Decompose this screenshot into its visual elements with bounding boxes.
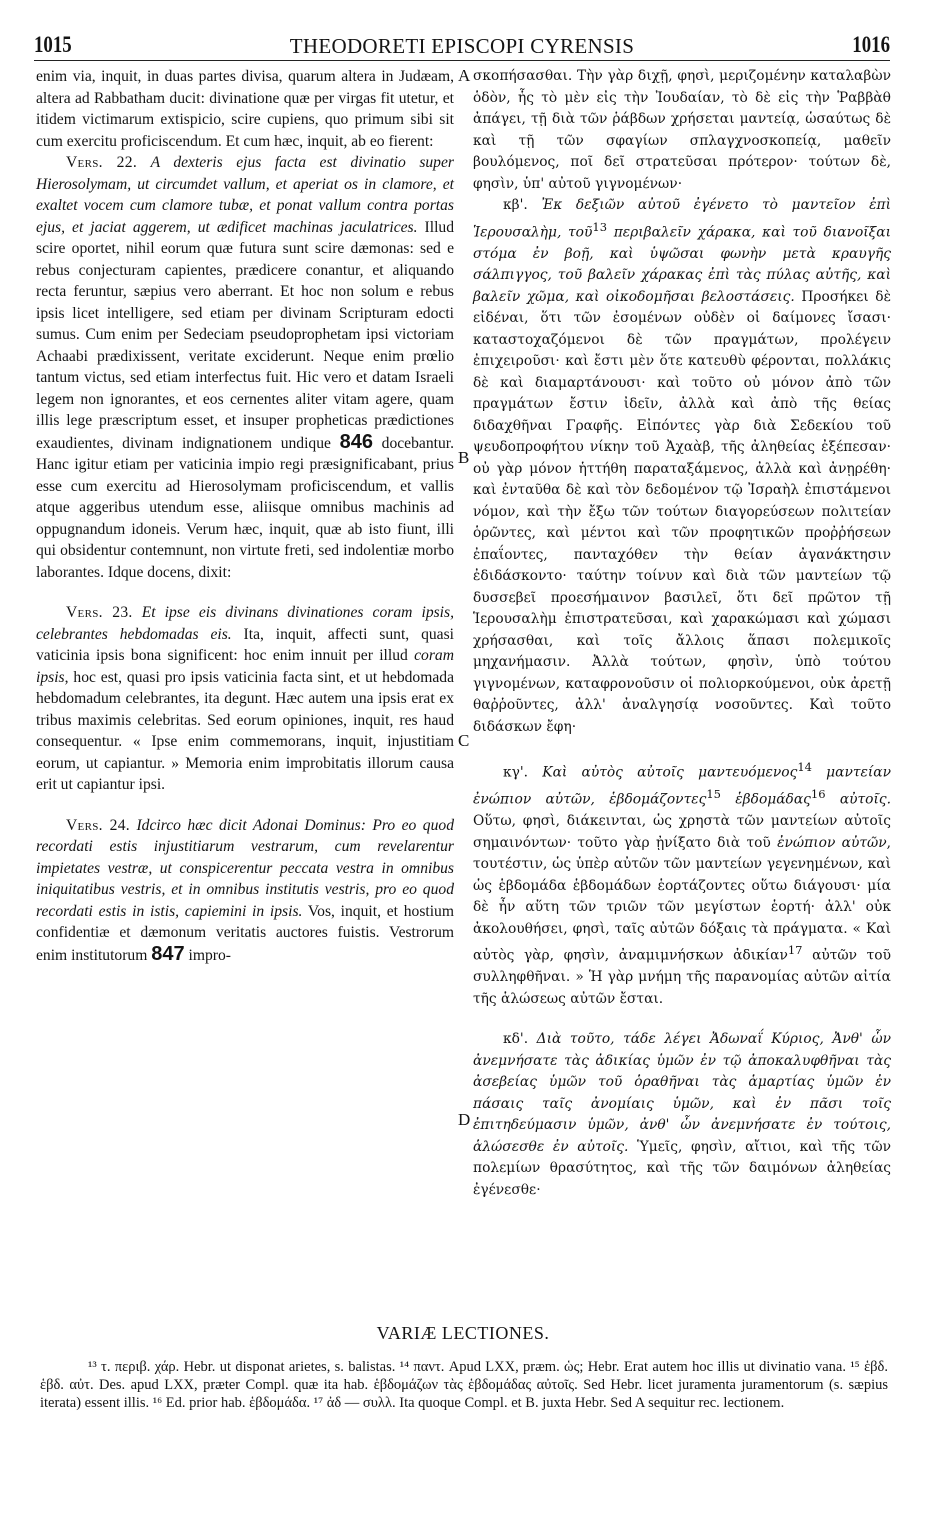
- left-page-number: 1015: [34, 32, 72, 57]
- commentary-text: , τουτέστιν, ὡς ὑπὲρ αὐτῶν τῶν μαντείων γεγενημένων, καὶ ὡς ἑβδομάδα ἑβδομάδων ἑορτάζοντες οὕτω διάγουσι· μία δὲ ἦν αὕτη τῶν τριῶν τῶν μεγίστων ἑορτή· ἀλλ' οὐκ ἀκολουθήσει, φησὶ, ταῖς αὐτῶν δόξαις τὰ πράγματα. « Καὶ αὐτὸς γὰρ, φησὶν, ἀναμιμνήσκων ἀδικίαν: [473, 834, 891, 964]
- commentary-text: impro-: [188, 946, 231, 964]
- notes-title: VARIÆ LECTIONES.: [376, 1323, 550, 1343]
- note-ref: 17: [787, 943, 803, 958]
- verse-label: κγ'.: [503, 764, 529, 781]
- greek-verse-24: [473, 1029, 891, 1201]
- right-page-number: 1016: [852, 32, 890, 57]
- column-number: 847: [151, 942, 185, 965]
- commentary-text: Προσήκει δὲ εἰδέναι, ὅτι τῶν ἐσομένων οὐδὲν οἱ δαίμονες ἴσασι· καταστοχαζόμενοι δὲ τῶν πραγμάτων, προλέγειν ἐπιχειροῦσι· καὶ ἔστι μὲν ὅτε κατευθὺ φέρονται, πολλάκις δὲ καὶ διαμαρτάνουσι· καὶ τοῦτο οὐ μόνον ἀπὸ τῶν πραγμάτων ἔστιν ἰδεῖν, ἀλλὰ καὶ ἀπὸ τῆς θείας διδαχθῆναι Γραφῆς. Εἰπόντες γὰρ διὰ Σεδεκίου τοῦ ψευδοπροφήτου νίκην τοῦ Ἀχαὰβ, τῆς ἀληθείας ἐξέπεσαν· οὐ γὰρ μόνον ἡττήθη παραταξάμενος, ἀλλὰ καὶ ἀνῃρέθη· καὶ ἐνταῦθα δὲ καὶ τὸν δεδομένον τῷ Ἰσραὴλ ἐπιστάμενοι νόμον, καὶ τὴν ἔξω τῶν τούτων διαγορεύσεων πολιτείαν ὁρῶντες, καὶ μέντοι καὶ τῶν προφητικῶν προῤῥήσεων ἐπαΐοντες, πανταχόθεν τὴν θείαν ἀγανάκτησιν ἐδιδάσκοντο· ταύτην τοίνυν καὶ διὰ τῶν μαντείων τῷ δυσσεβεῖ προεσήμαινον βασιλεῖ, ὅτι δεῖ πρῶτον τῇ Ἱερουσαλὴμ ἐπιστρατεῦσαι, καὶ χαρακώμασι καὶ χώμασι χρήσασθαι, καὶ τοῖς ἄλλοις ἅπασι πολεμικοῖς μηχανήμασιν. Ἀλλὰ τούτων, φησὶν, ὑπὸ τούτου γιγνομένων, καταφρονοῦσιν οἱ πολιορκούμενοι, οὐκ ἀρετῇ θαῤῥοῦντες, ἀλλ' ἀναλγησίᾳ νοσοῦντες. Καὶ τοῦτο διδάσκων ἔφη·: [473, 288, 891, 735]
- verse-text: Et ipse eis divinans divinationes coram ipsis, celebrantes hebdomadas eis.: [36, 604, 454, 643]
- verse-text: A dexteris ejus facta est divinatio super Hierosolymam, ut circumdet vallum, et aperiat os in clamore, et exaltet vocem cum clamore tubæ, et ponat vallum contra portas ejus, et jaciat aggerem, ut ædificet machinas jaculatrices.: [36, 154, 454, 236]
- variant-readings: [40, 1358, 888, 1412]
- verse-text: Ἐκ δεξιῶν αὐτοῦ ἐγένετο τὸ μαντεῖον ἐπὶ Ἱερουσαλὴμ, τοῦ: [473, 197, 891, 241]
- verse-label: Vers. 23.: [66, 604, 133, 621]
- margin-letter-c: C: [458, 731, 470, 750]
- margin-letter-d: D: [458, 1110, 471, 1129]
- greek-paragraph: σκοπήσασθαι. Τὴν γὰρ διχῇ, φησὶ, μεριζομένην καταλαβὼν ὁδὸν, ἧς τὸ μὲν εἰς τὴν Ἰουδαίαν, τὸ δὲ εἰς τὴν Ῥαββὰθ ἀπάγει, τῇ διὰ τῶν ῥάβδων χρήσεται μαντείᾳ, ὡσαύτως δὲ καὶ τῇ τῶν σφαγίων σπλαγχνοσκοπείᾳ, μαθεῖν βουλόμενος, ποῖ δεῖ στρατεῦσαι πρότερον· τούτων δὲ, φησὶν, ὑπ' αὐτοῦ γιγνομένων·: [473, 68, 891, 192]
- commentary-text: Vos, inquit, et hostium confidentiæ et dæmonum veritatis auctores fuistis. Vestrorum enim institutorum: [36, 902, 454, 964]
- quoted-phrase: coram ipsis: [36, 647, 454, 686]
- verse-text: Καὶ αὐτὸς αὐτοῖς μαντευόμενος: [542, 764, 798, 781]
- verse-text: αὐτοῖς.: [839, 791, 891, 808]
- latin-verse-24: [36, 815, 454, 967]
- column-number: 846: [339, 430, 373, 453]
- running-title: THEODORETI EPISCOPI CYRENSIS: [289, 34, 635, 58]
- commentary-text: , hoc est, quasi pro ipsis vaticinia facta sint, et ut hebdomada hebdomadum celebrantes, ita degunt. Hæc autem una ipsis erat ex tribus maximis celebritas. Sed eorum opiniones, inquit, res haud consequentur. « Ipse enim commemorans, inquit, injustitiam eorum, ut capiantur. » Memoria enim improbitatis illorum causa erit ut capiantur ipsi.: [36, 668, 454, 793]
- note-ref: 14: [797, 760, 812, 775]
- verse-label: Vers. 22.: [66, 154, 138, 171]
- latin-verse-23: [36, 602, 454, 796]
- latin-verse-22: [36, 152, 454, 583]
- note-ref: 15: [706, 787, 721, 802]
- commentary-text: Οὕτω, φησὶ, διάκεινται, ὡς χρηστὰ τῶν μαντείων αὐτοῖς σημαινόντων· τοῦτο γὰρ ᾐνίξατο διὰ τοῦ: [473, 813, 891, 851]
- notes-text: ¹³ τ. περιβ. χάρ. Hebr. ut disponat arietes, s. balistas. ¹⁴ παντ. Apud LXX, præm. ὡς; Hebr. Erat autem hoc illis ut divinatio vana. ¹⁵ ἑβδ. ἑβδ. αὐτ. Des. apud LXX, præter Compl. quæ ita hab. ἑβδομάζων τὰς ἑβδομάδας αὐτοῖς. Sed Hebr. licet juramenta juramentorum (s. sæpius iterata) essent illis. ¹⁶ Ed. prior hab. ἑβδομάδα. ¹⁷ ἀδ — συλλ. Ita quoque Compl. et B. juxta Hebr. Sed A sequitur rec. lectionem.: [40, 1359, 888, 1411]
- verse-text: ἑβδομάδας: [735, 791, 811, 808]
- commentary-text: docebantur. Hanc igitur etiam per vaticinia impio regi præsignificabant, prius esse cum exercitu ad Hierosolymam proficiscendum, et vallis atque aggeribus utendum esse, aliisque omnibus machinis ad oppugnandum idoneis. Verum hæc, inquit, quæ ab isto fiunt, illi qui obsidentur contemnunt, non virtute freti, sed indolentiæ morbo laborantes. Idque docens, dixit:: [36, 434, 454, 581]
- verse-text: Διὰ τοῦτο, τάδε λέγει Ἀδωναΐ Κύριος, Ἀνθ' ὧν ἀνεμνήσατε τὰς ἀδικίας ὑμῶν ἐν τῷ ἀποκαλυφθῆναι τὰς ἀσεβείας ὑμῶν τοῦ ὁραθῆναι τὰς ἁμαρτίας ὑμῶν ἐν πάσαις ταῖς ἀνομίαις ὑμῶν, καὶ ἐν πᾶσι τοῖς ἐπιτηδεύμασιν ὑμῶν, ἀνθ' ὧν ἀνεμνήσατε ἐν τούτοις, ἁλώσεσθε ἐν αὐτοῖς.: [473, 1031, 892, 1155]
- latin-column: [36, 66, 454, 966]
- commentary-text: Ita, inquit, affecti sunt, quasi vaticinia ipsis bona significent: hoc enim innuit per illud: [36, 625, 454, 664]
- verse-text: Idcirco hæc dicit Adonai Dominus: Pro eo quod recordati estis injustitiarum vestrarum, cum revelarentur impietates vestræ, ut conspicerentur peccata vestra in omnibus iniquitatibus vestris, et in omnibus institutis vestris, pro eo quod recordati estis in istis, capiemini in ipsis.: [36, 816, 454, 920]
- greek-verse-22: [473, 195, 891, 738]
- verse-label: κδ'.: [503, 1031, 529, 1048]
- margin-letter-b: B: [458, 448, 470, 467]
- commentary-text: Illud scire oportet, nihil eorum quæ futura sunt scire dæmonas: sed e rebus conjecturam capientes, prædicere conantur, et aliquando recta feruntur, sæpius vero aberrant. Et hoc non solum e rebus ipsis licet intelligere, sed etiam per divinam Scripturam edocti sumus. Cum enim per Sedeciam pseudoprophetam ipsi victoriam Achaabi prædixissent, veritate exciderunt. Neque enim prœlio tantum victus, sed etiam interfectus fuit. Hic vero et datam Israeli legem non ignorantes, et eos cernentes aliter vitam agere, quam illis lege præscriptum esset, et insuper propheticas prædictiones exaudientes, divinam indignationem undique: [36, 218, 454, 452]
- margin-letter-a: A: [458, 66, 471, 85]
- verse-text: μαντείαν ἐνώπιον αὐτῶν, ἑβδομάζοντες: [473, 764, 891, 808]
- commentary-text: αὐτῶν τοῦ συλληφθῆναι. » Ἡ γὰρ μνήμη τῆς παρανομίας αὐτῶν αἰτία τῆς ἁλώσεως αὐτῶν ἔσται.: [473, 947, 891, 1007]
- note-ref: 13: [592, 219, 608, 234]
- latin-paragraph: enim via, inquit, in duas partes divisa, quarum altera in Judæam, altera ad Rabbatham ducit: divinatione quæ per virgas fit utetur, et itidem victimarum extispicio, scire cupiens, quo primum sibi sit cum exercitu proficiscendum. Et cum hæc, inquit, ab eo fierent:: [36, 68, 454, 150]
- greek-verse-23: [473, 757, 891, 1010]
- verse-text: περιβαλεῖν χάρακα, καὶ τοῦ διανοῖξαι στόμα ἐν βοῇ, καὶ ὑψῶσαι φωνὴν μετὰ κραυγῆς σάλπιγγος, τοῦ βαλεῖν χάρακας ἐπὶ τὰς πύλας αὐτῆς, καὶ βαλεῖν χῶμα, καὶ οἰκοδομῆσαι βελοστάσεις.: [473, 224, 891, 305]
- running-header: [34, 30, 890, 61]
- note-ref: 16: [810, 787, 826, 802]
- verse-label: κβ'.: [503, 197, 528, 213]
- greek-column: [473, 66, 891, 1201]
- verse-label: Vers. 24.: [66, 816, 130, 834]
- commentary-text: Ὑμεῖς, φησὶν, αἴτιοι, καὶ τῆς τῶν πολεμίων θρασύτητος, καὶ τῆς τῶν δαιμόνων ἀληθείας ἐγένεσθε·: [473, 1138, 891, 1198]
- quoted-phrase: ἐνώπιον αὐτῶν: [777, 834, 887, 851]
